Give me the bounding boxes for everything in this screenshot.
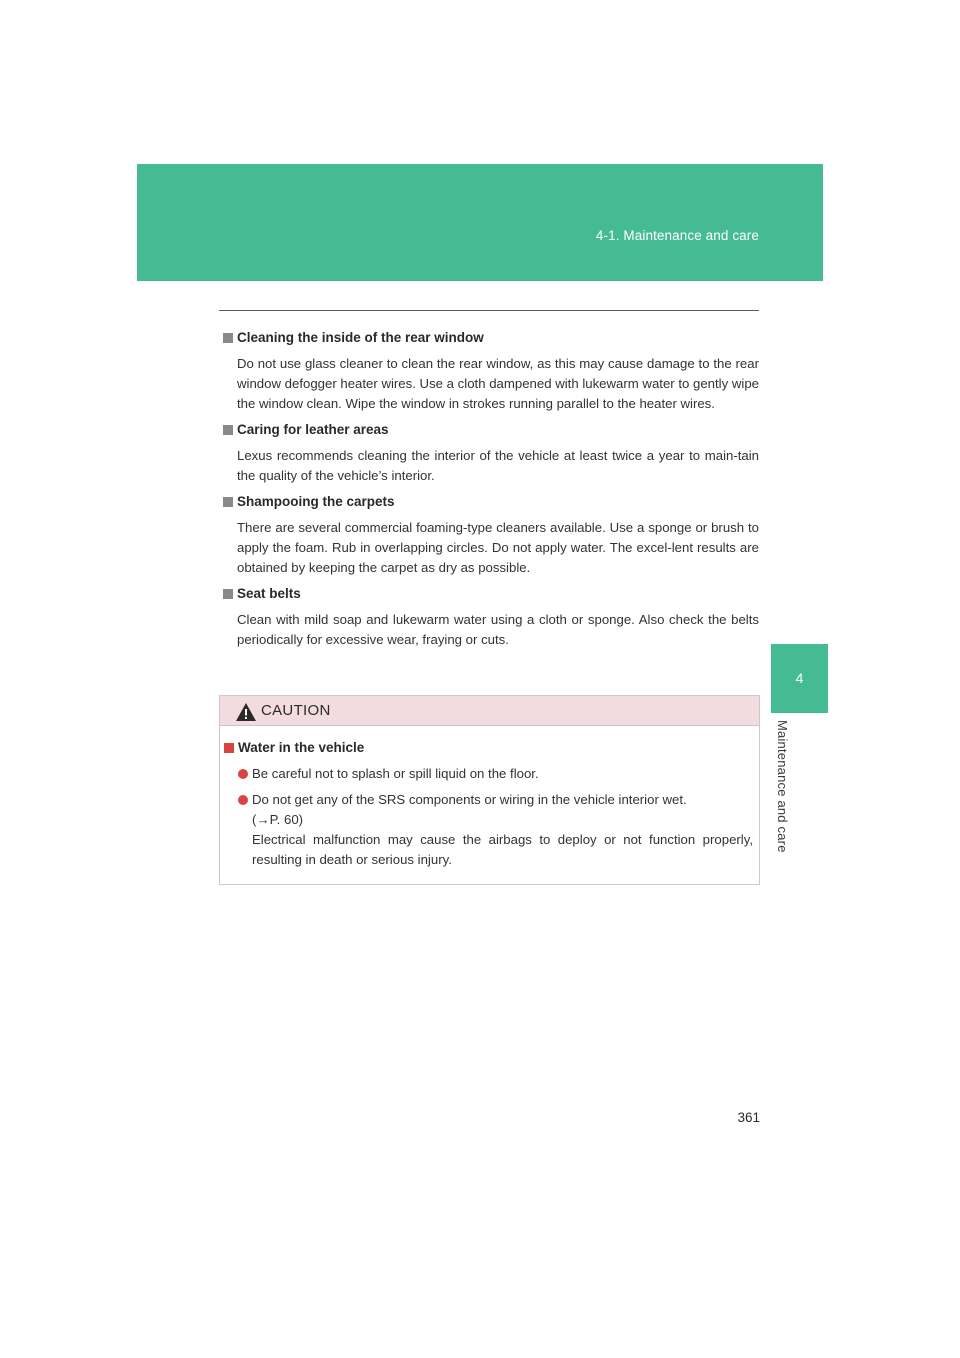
page-number: 361 [737, 1110, 760, 1125]
caution-item [220, 790, 753, 870]
caution-label: CAUTION [261, 702, 331, 719]
section-title-text: Shampooing the carpets [237, 494, 395, 509]
section-header-title: 4-1. Maintenance and care [595, 228, 759, 243]
caution-item-text: Electrical malfunction may cause the airbags to deploy or not function properly, resulting in death or serious injury. [252, 832, 753, 867]
section-seat-belts [219, 584, 759, 650]
caution-item [220, 764, 753, 784]
section-title [219, 492, 759, 512]
chapter-number: 4 [795, 670, 804, 686]
section-body: Do not use glass cleaner to clean the rear window, as this may cause damage to the rear window defogger heater wires. Use a cloth dampened with lukewarm water to gently wipe the window clean. Wipe the window in strokes running parallel to the heater wires. [237, 356, 759, 411]
round-bullet-icon [238, 769, 248, 779]
section-body: There are several commercial foaming-type cleaners available. Use a sponge or brush to apply the foam. Rub in overlapping circles. Do not apply water. The excel-lent results are obtained by keeping the carpet as dry as possible. [237, 520, 759, 575]
square-bullet-icon [223, 333, 233, 343]
square-bullet-icon [224, 743, 234, 753]
square-bullet-icon [223, 589, 233, 599]
header-band [137, 164, 823, 281]
section-title [219, 420, 759, 440]
section-rear-window [219, 328, 759, 414]
section-body: Lexus recommends cleaning the interior of the vehicle at least twice a year to main-tain the quality of the vehicle’s interior. [237, 448, 759, 483]
square-bullet-icon [223, 425, 233, 435]
caution-box [219, 695, 760, 885]
section-leather [219, 420, 759, 486]
chapter-side-label [766, 720, 800, 870]
section-title-text: Caring for leather areas [237, 422, 389, 437]
caution-body [220, 726, 759, 870]
main-content [219, 328, 759, 656]
section-body: Clean with mild soap and lukewarm water using a cloth or sponge. Also check the belts periodically for excessive wear, fraying or cuts. [237, 612, 759, 647]
section-title [219, 328, 759, 348]
caution-title [220, 738, 753, 758]
caution-item-text: Do not get any of the SRS components or wiring in the vehicle interior wet. [252, 792, 687, 807]
chapter-tab [771, 644, 828, 713]
section-title-text: Seat belts [237, 586, 301, 601]
caution-item-text: Be careful not to splash or spill liquid on the floor. [252, 766, 539, 781]
page-reference: (→P. 60) [252, 812, 304, 827]
round-bullet-icon [238, 795, 248, 805]
section-title [219, 584, 759, 604]
divider-rule [219, 310, 759, 311]
caution-title-text: Water in the vehicle [238, 740, 365, 755]
chapter-label-text: Maintenance and care [775, 720, 790, 853]
square-bullet-icon [223, 497, 233, 507]
section-carpets [219, 492, 759, 578]
caution-header [220, 696, 759, 726]
section-title-text: Cleaning the inside of the rear window [237, 330, 484, 345]
warning-triangle-icon [235, 702, 257, 722]
